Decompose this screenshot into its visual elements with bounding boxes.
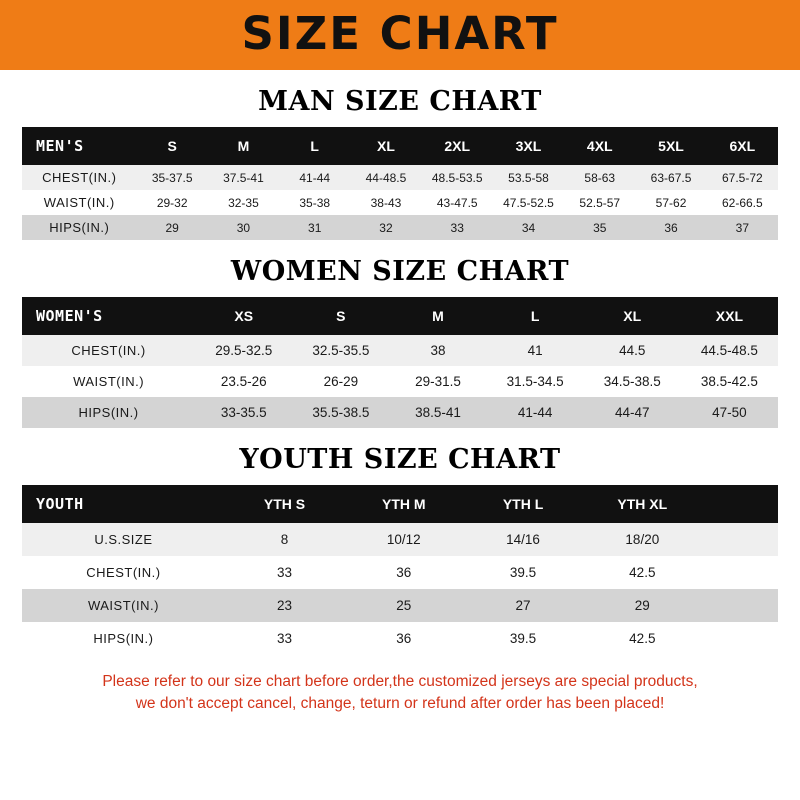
table-row (22, 622, 778, 655)
table-body (22, 523, 778, 655)
cell-spacer (702, 523, 778, 556)
section-title-women: WOMEN SIZE CHART (230, 256, 570, 287)
cell: 62-66.5 (707, 190, 778, 215)
section-title-man: MAN SIZE CHART (258, 86, 542, 117)
column-header: WOMEN'S (22, 297, 195, 335)
table-row (22, 397, 778, 428)
cell: 35 (564, 215, 635, 240)
footer-note-line-2: we don't accept cancel, change, teturn or refund after order has been placed! (135, 695, 665, 713)
table-row (22, 190, 778, 215)
column-header: YOUTH (22, 485, 225, 523)
cell: 31 (279, 215, 350, 240)
column-header-spacer (702, 485, 778, 523)
cell: 34.5-38.5 (584, 366, 681, 397)
cell: 39.5 (463, 622, 582, 655)
table-header-row (22, 297, 778, 335)
cell: 32-35 (208, 190, 279, 215)
cell: 14/16 (463, 523, 582, 556)
cell: 41 (487, 335, 584, 366)
cell: 25 (344, 589, 463, 622)
cell: 38.5-41 (389, 397, 486, 428)
table-youth-size (22, 485, 778, 655)
row-label: WAIST(IN.) (22, 190, 137, 215)
row-label: HIPS(IN.) (22, 622, 225, 655)
row-label: U.S.SIZE (22, 523, 225, 556)
content (0, 86, 800, 716)
section-man (22, 86, 778, 240)
cell: 33 (422, 215, 493, 240)
cell: 52.5-57 (564, 190, 635, 215)
cell: 37.5-41 (208, 165, 279, 190)
table-man-size (22, 127, 778, 240)
cell: 44-48.5 (350, 165, 421, 190)
cell: 58-63 (564, 165, 635, 190)
cell: 8 (225, 523, 344, 556)
column-header: XS (195, 297, 292, 335)
column-header: YTH M (344, 485, 463, 523)
table-women-size (22, 297, 778, 428)
cell: 33 (225, 622, 344, 655)
cell: 47-50 (681, 397, 778, 428)
cell: 67.5-72 (707, 165, 778, 190)
column-header: XL (350, 127, 421, 165)
column-header: 3XL (493, 127, 564, 165)
column-header: S (137, 127, 208, 165)
footer-note-line-1: Please refer to our size chart before order,the customized jerseys are special products, (102, 673, 698, 690)
cell: 48.5-53.5 (422, 165, 493, 190)
cell: 36 (635, 215, 706, 240)
cell: 32 (350, 215, 421, 240)
table-row (22, 165, 778, 190)
cell: 29-32 (137, 190, 208, 215)
cell-spacer (702, 622, 778, 655)
table-head (22, 297, 778, 335)
cell: 33-35.5 (195, 397, 292, 428)
cell: 34 (493, 215, 564, 240)
cell: 29 (583, 589, 702, 622)
cell: 37 (707, 215, 778, 240)
cell: 42.5 (583, 622, 702, 655)
cell: 35-38 (279, 190, 350, 215)
cell: 41-44 (279, 165, 350, 190)
column-header: YTH XL (583, 485, 702, 523)
cell: 43-47.5 (422, 190, 493, 215)
cell: 38-43 (350, 190, 421, 215)
table-body (22, 165, 778, 240)
row-label: WAIST(IN.) (22, 366, 195, 397)
column-header: L (279, 127, 350, 165)
cell: 33 (225, 556, 344, 589)
column-header: XL (584, 297, 681, 335)
cell: 44.5-48.5 (681, 335, 778, 366)
cell: 31.5-34.5 (487, 366, 584, 397)
section-youth (22, 444, 778, 655)
cell: 38 (389, 335, 486, 366)
cell: 53.5-58 (493, 165, 564, 190)
cell: 10/12 (344, 523, 463, 556)
table-head (22, 127, 778, 165)
table-row (22, 335, 778, 366)
banner (0, 0, 800, 70)
section-title-youth: YOUTH SIZE CHART (239, 444, 561, 475)
cell: 29-31.5 (389, 366, 486, 397)
column-header: 2XL (422, 127, 493, 165)
cell: 47.5-52.5 (493, 190, 564, 215)
cell: 35.5-38.5 (292, 397, 389, 428)
page-title: SIZE CHART (241, 6, 559, 60)
cell: 30 (208, 215, 279, 240)
cell: 26-29 (292, 366, 389, 397)
row-label: WAIST(IN.) (22, 589, 225, 622)
row-label: CHEST(IN.) (22, 335, 195, 366)
column-header: S (292, 297, 389, 335)
cell: 44-47 (584, 397, 681, 428)
cell: 36 (344, 556, 463, 589)
table-row (22, 523, 778, 556)
cell: 38.5-42.5 (681, 366, 778, 397)
column-header: M (208, 127, 279, 165)
column-header: 6XL (707, 127, 778, 165)
column-header: YTH L (463, 485, 582, 523)
cell: 42.5 (583, 556, 702, 589)
column-header: XXL (681, 297, 778, 335)
row-label: HIPS(IN.) (22, 397, 195, 428)
row-label: HIPS(IN.) (22, 215, 137, 240)
cell: 35-37.5 (137, 165, 208, 190)
cell-spacer (702, 556, 778, 589)
table-row (22, 556, 778, 589)
row-label: CHEST(IN.) (22, 165, 137, 190)
column-header: 4XL (564, 127, 635, 165)
table-row (22, 366, 778, 397)
table-header-row (22, 127, 778, 165)
column-header: M (389, 297, 486, 335)
cell: 39.5 (463, 556, 582, 589)
cell: 57-62 (635, 190, 706, 215)
cell: 29.5-32.5 (195, 335, 292, 366)
cell: 18/20 (583, 523, 702, 556)
table-header-row (22, 485, 778, 523)
cell: 63-67.5 (635, 165, 706, 190)
column-header: 5XL (635, 127, 706, 165)
cell: 27 (463, 589, 582, 622)
cell: 32.5-35.5 (292, 335, 389, 366)
footer-note (22, 671, 778, 716)
table-head (22, 485, 778, 523)
column-header: MEN'S (22, 127, 137, 165)
table-row (22, 215, 778, 240)
cell-spacer (702, 589, 778, 622)
cell: 44.5 (584, 335, 681, 366)
cell: 23.5-26 (195, 366, 292, 397)
table-body (22, 335, 778, 428)
cell: 29 (137, 215, 208, 240)
row-label: CHEST(IN.) (22, 556, 225, 589)
cell: 41-44 (487, 397, 584, 428)
section-women (22, 256, 778, 428)
table-row (22, 589, 778, 622)
cell: 36 (344, 622, 463, 655)
cell: 23 (225, 589, 344, 622)
column-header: L (487, 297, 584, 335)
column-header: YTH S (225, 485, 344, 523)
